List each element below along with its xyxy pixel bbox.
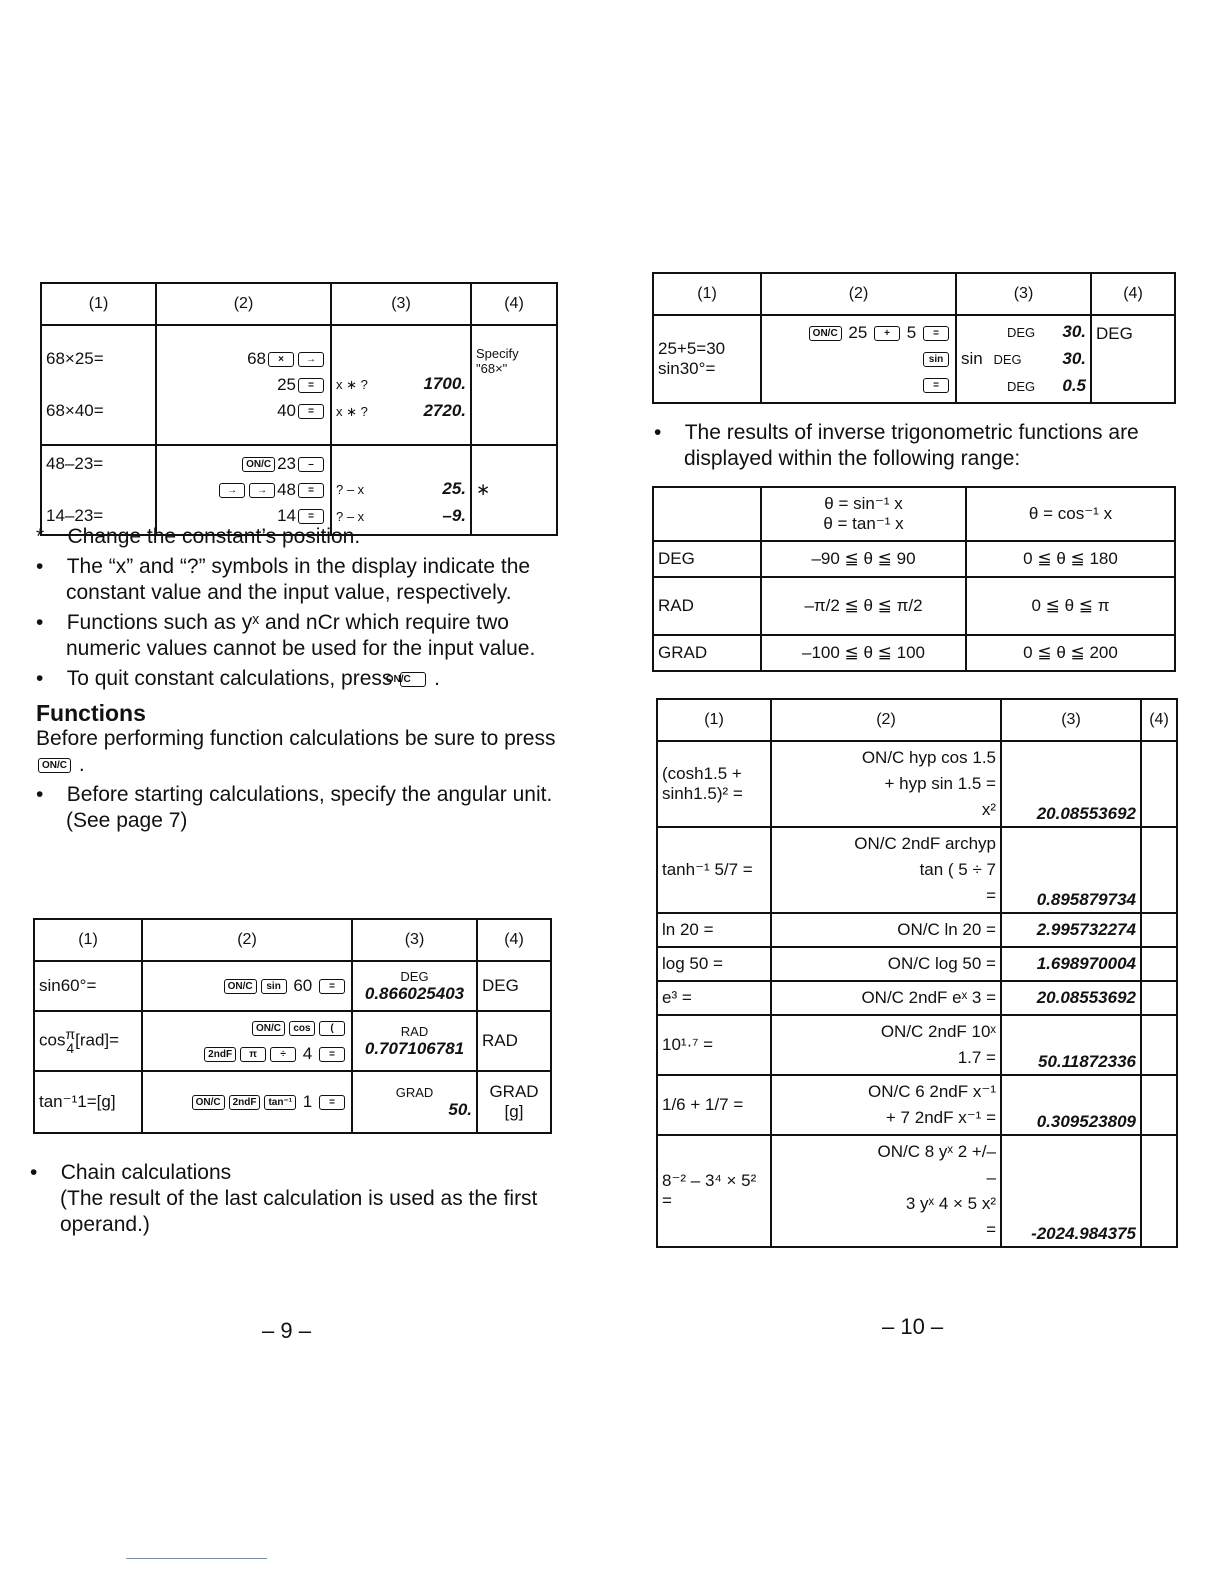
- expr-14-23: 14–23=: [46, 506, 104, 525]
- chain-text: (The result of the last calculation is used as the first operand.): [60, 1187, 538, 1236]
- expr-sum: 25+5=30: [658, 339, 726, 358]
- display-symbol: ? – x: [336, 482, 365, 497]
- header-4: (4): [1141, 699, 1177, 741]
- header-2: (2): [771, 699, 1001, 741]
- onc-key: ON/C: [400, 672, 426, 687]
- result-cell: [1001, 1135, 1141, 1247]
- pi-key: π: [240, 1047, 266, 1062]
- header-4: (4): [477, 919, 551, 961]
- expression-cell: tanh⁻¹ 5/7 =: [657, 827, 771, 913]
- note-bullet: • Before starting calculations, specify the angular unit. (See page 7): [36, 783, 553, 832]
- cos-key: cos: [289, 1021, 315, 1036]
- equals-key: =: [923, 378, 949, 393]
- expression-cell: tan⁻¹1=[g]: [34, 1071, 142, 1133]
- expression-cell: [41, 445, 156, 535]
- onc-key: ON/C: [252, 1021, 285, 1036]
- num-68: 68: [247, 349, 266, 368]
- header-3: (3): [352, 919, 477, 961]
- cos-text: cos: [39, 1030, 66, 1050]
- unit-label: DEG: [400, 968, 429, 984]
- header-2: (2): [156, 283, 331, 325]
- expr-68x25: 68×25=: [46, 349, 104, 368]
- rad-text: [rad]=: [75, 1030, 120, 1050]
- note-text: The “x” and “?” symbols in the display indicate the constant value and the input value, respectively.: [66, 555, 531, 604]
- result: 50.11872336: [1037, 1052, 1136, 1071]
- result: 30.: [1062, 348, 1086, 368]
- onc-key: ON/C: [192, 1095, 225, 1110]
- num-48: 48: [277, 480, 296, 499]
- result: 0.309523809: [1036, 1112, 1136, 1131]
- result: 25.: [442, 479, 466, 498]
- unit-grad: GRAD: [653, 635, 761, 671]
- num-5: 5: [906, 323, 917, 342]
- expression-cell: (cosh1.5 + sinh1.5)² =: [657, 741, 771, 827]
- empty-cell: [653, 487, 761, 541]
- chain-note: [30, 1160, 560, 1238]
- key-sequence: 1.7 =: [957, 1048, 996, 1067]
- display-cell: [331, 325, 471, 445]
- result: 1.698970004: [1036, 954, 1136, 973]
- result: –9.: [442, 506, 466, 525]
- note-bullet: • Functions such as yˣ and nCr which require two numeric values cannot be used for the input value.: [36, 611, 536, 660]
- key-sequence: ON/C 6 2ndF x⁻¹: [867, 1082, 996, 1101]
- keys-cell: [771, 1015, 1001, 1075]
- intro-text: Before performing function calculations be sure to press: [36, 727, 556, 750]
- key-sequence: ON/C 2ndF eˣ 3 =: [771, 981, 1001, 1015]
- note-bullet: • The “x” and “?” symbols in the display indicate the constant value and the input value, respectively.: [36, 555, 531, 604]
- result-cell: [1001, 913, 1141, 947]
- keys-cell: [142, 1071, 352, 1133]
- key-sequence: ON/C hyp cos 1.5: [861, 748, 996, 767]
- header-1: (1): [657, 699, 771, 741]
- range-value: 0 ≦ θ ≦ 180: [966, 541, 1175, 577]
- 2ndf-key: 2ndF: [229, 1095, 261, 1110]
- equals-key: =: [298, 378, 324, 393]
- key-sequence: ON/C 2ndF archyp: [854, 834, 996, 853]
- functions-table: [656, 698, 1178, 1248]
- mode-sub: [g]: [504, 1102, 524, 1121]
- cos-header: θ = cos⁻¹ x: [966, 487, 1175, 541]
- display-symbol: x ∗ ?: [336, 377, 368, 392]
- expression-cell: 1/6 + 1/7 =: [657, 1075, 771, 1135]
- result: 20.08553692: [1036, 988, 1136, 1007]
- keys-cell: [156, 325, 331, 445]
- range-value: 0 ≦ θ ≦ π: [966, 577, 1175, 635]
- result: 0.707106781: [364, 1038, 465, 1058]
- times-key: ×: [268, 352, 294, 367]
- key-sequence: x²: [981, 800, 996, 819]
- page-number-right: – 10 –: [882, 1314, 944, 1339]
- result: 2720.: [423, 401, 466, 420]
- result-cell: [1001, 947, 1141, 981]
- num-1: 1: [302, 1092, 313, 1111]
- arrow-key: →: [249, 483, 275, 498]
- note-text: Functions such as yˣ and nCr which require two numeric values cannot be used for the input value.: [66, 611, 536, 660]
- display-cell: [331, 445, 471, 535]
- num-40: 40: [277, 401, 296, 420]
- functions-intro: Before performing function calculations be sure to press ON/C .: [36, 727, 556, 776]
- result: 0.895879734: [1036, 890, 1136, 909]
- mode-cell: RAD: [477, 1011, 551, 1071]
- unit-label: RAD: [400, 1023, 429, 1039]
- empty-cell: [1141, 981, 1177, 1015]
- numerator: π: [65, 1026, 76, 1042]
- unit-label: GRAD: [395, 1084, 434, 1100]
- result: 50.: [448, 1099, 472, 1119]
- display-cell: [352, 1071, 477, 1133]
- mode-label: GRAD: [489, 1082, 539, 1101]
- note-cell: ∗: [471, 445, 557, 535]
- result: 30.: [1062, 321, 1086, 341]
- divide-key: ÷: [270, 1047, 296, 1062]
- fraction: [65, 1027, 75, 1055]
- keys-cell: [156, 445, 331, 535]
- display-cell: [352, 1011, 477, 1071]
- keys-cell: [771, 1075, 1001, 1135]
- header-2: (2): [142, 919, 352, 961]
- note-text: Before starting calculations, specify the angular unit. (See page 7): [66, 783, 553, 832]
- equals-key: =: [298, 404, 324, 419]
- empty-cell: [1141, 1135, 1177, 1247]
- arrow-key: →: [219, 483, 245, 498]
- equals-key: =: [923, 326, 949, 341]
- key-sequence: + 7 2ndF x⁻¹ =: [885, 1108, 996, 1127]
- num-4: 4: [302, 1044, 313, 1063]
- mode-cell: DEG: [477, 961, 551, 1011]
- minus-key: –: [298, 457, 324, 472]
- mode-cell: DEG: [1091, 315, 1175, 403]
- paren-key: (: [319, 1021, 345, 1036]
- result: 0.866025403: [364, 983, 465, 1003]
- keys-cell: [142, 961, 352, 1011]
- plus-key: +: [874, 326, 900, 341]
- empty-cell: [1141, 947, 1177, 981]
- result-cell: [1001, 1015, 1141, 1075]
- page-number-left: – 9 –: [262, 1318, 311, 1343]
- display-symbol: x ∗ ?: [336, 404, 368, 419]
- expression-cell: sin60°=: [34, 961, 142, 1011]
- expression-cell: 10¹·⁷ =: [657, 1015, 771, 1075]
- expression-cell: e³ =: [657, 981, 771, 1015]
- unit-label: DEG: [1007, 324, 1036, 340]
- equals-key: =: [319, 1047, 345, 1062]
- equals-key: =: [298, 483, 324, 498]
- empty-cell: [1141, 827, 1177, 913]
- note-cell: Specify "68×": [471, 325, 557, 445]
- result: 2.995732274: [1036, 920, 1136, 939]
- result: 0.5: [1062, 375, 1086, 395]
- keys-cell: [771, 1135, 1001, 1247]
- note-bullet: • To quit constant calculations, press ON/C .: [36, 667, 440, 690]
- header-1: (1): [653, 273, 761, 315]
- expression-cell: 8⁻² – 3⁴ × 5² =: [657, 1135, 771, 1247]
- range-value: –π/2 ≦ θ ≦ π/2: [761, 577, 966, 635]
- note-text: To quit constant calculations, press: [66, 667, 393, 690]
- header-4: (4): [1091, 273, 1175, 315]
- result: 20.08553692: [1036, 804, 1136, 823]
- sin-header: θ = sin⁻¹ x: [824, 494, 903, 513]
- expr-68x40: 68×40=: [46, 401, 104, 420]
- spacer: [46, 372, 151, 398]
- mode-cell: [477, 1071, 551, 1133]
- result-cell: [1001, 1075, 1141, 1135]
- equals-key: =: [298, 509, 324, 524]
- header-1: (1): [34, 919, 142, 961]
- key-sequence: –: [986, 1168, 996, 1187]
- denominator: 4: [66, 1040, 75, 1056]
- key-sequence: tan ( 5 ÷ 7: [919, 860, 996, 879]
- chain-bullet: • Chain calculations: [30, 1161, 232, 1184]
- tan-header: θ = tan⁻¹ x: [823, 514, 904, 533]
- unit-deg: DEG: [653, 541, 761, 577]
- key-sequence: =: [986, 1220, 996, 1239]
- key-sequence: 3 yˣ 4 × 5 x²: [905, 1194, 996, 1213]
- keys-cell: [771, 827, 1001, 913]
- result-cell: [1001, 741, 1141, 827]
- key-sequence: + hyp sin 1.5 =: [884, 774, 996, 793]
- expr-sin: sin30°=: [658, 359, 716, 378]
- key-sequence: ON/C ln 20 =: [771, 913, 1001, 947]
- empty-cell: [1141, 741, 1177, 827]
- num-23: 23: [277, 454, 296, 473]
- header-3: (3): [331, 283, 471, 325]
- note-bullet: • The results of inverse trigonometric functions are displayed within the following range:: [654, 421, 1139, 470]
- functions-heading: Functions: [36, 700, 146, 726]
- header-3: (3): [1001, 699, 1141, 741]
- key-sequence: ON/C 2ndF 10ˣ: [880, 1022, 996, 1041]
- keys-cell: [771, 741, 1001, 827]
- equals-key: =: [319, 1095, 345, 1110]
- sin-key: sin: [923, 352, 949, 367]
- equals-key: =: [319, 979, 345, 994]
- onc-key: ON/C: [224, 979, 257, 994]
- 2ndf-key: 2ndF: [204, 1047, 236, 1062]
- chain-table: [652, 272, 1176, 404]
- range-value: 0 ≦ θ ≦ 200: [966, 635, 1175, 671]
- notes-block: [36, 524, 558, 838]
- onc-key: ON/C: [242, 457, 275, 472]
- empty-cell: [1141, 1015, 1177, 1075]
- display-cell: [956, 315, 1091, 403]
- range-value: –100 ≦ θ ≦ 100: [761, 635, 966, 671]
- expression-cell: [653, 315, 761, 403]
- result: -2024.984375: [1031, 1224, 1136, 1243]
- expression-cell: log 50 =: [657, 947, 771, 981]
- empty-cell: [1141, 1075, 1177, 1135]
- num-25: 25: [277, 375, 296, 394]
- onc-key: ON/C: [809, 326, 842, 341]
- trig-table: [33, 918, 552, 1134]
- onc-key: ON/C: [38, 758, 71, 773]
- arrow-key: →: [298, 352, 324, 367]
- header-1: (1): [41, 283, 156, 325]
- keys-cell: [761, 315, 956, 403]
- sin-key: sin: [261, 979, 287, 994]
- key-sequence: =: [986, 886, 996, 905]
- result: 1700.: [423, 374, 466, 393]
- range-table: [652, 486, 1176, 672]
- num-25: 25: [848, 323, 868, 342]
- num-60: 60: [293, 976, 313, 995]
- key-sequence: ON/C 8 yˣ 2 +/–: [877, 1142, 996, 1161]
- sin-tan-header: [761, 487, 966, 541]
- unit-label: DEG: [1007, 378, 1036, 394]
- expr-48-23: 48–23=: [46, 454, 104, 473]
- header-4: (4): [471, 283, 557, 325]
- num-14: 14: [277, 506, 296, 525]
- expression-cell: ln 20 =: [657, 913, 771, 947]
- header-2: (2): [761, 273, 956, 315]
- range-value: –90 ≦ θ ≦ 90: [761, 541, 966, 577]
- empty-cell: [1141, 913, 1177, 947]
- keys-cell: [142, 1011, 352, 1071]
- display-symbol: ? – x: [336, 509, 365, 524]
- result-cell: [1001, 981, 1141, 1015]
- expression-cell: [41, 325, 156, 445]
- key-sequence: ON/C log 50 =: [771, 947, 1001, 981]
- unit-rad: RAD: [653, 577, 761, 635]
- header-3: (3): [956, 273, 1091, 315]
- result-cell: [1001, 827, 1141, 913]
- sin-label: sin: [961, 348, 983, 368]
- unit-label: DEG: [993, 351, 1022, 367]
- note-text: The results of inverse trigonometric functions are displayed within the following range:: [684, 421, 1139, 470]
- expression-cell: [34, 1011, 142, 1071]
- display-cell: [352, 961, 477, 1011]
- note-text: Change the constant’s position.: [67, 525, 361, 548]
- footer-rule: [126, 1558, 267, 1559]
- chain-title: Chain calculations: [60, 1161, 232, 1184]
- inverse-note: [654, 420, 1178, 476]
- atan-key: tan⁻¹: [264, 1095, 296, 1110]
- note-asterisk: * Change the constant’s position.: [36, 525, 361, 548]
- constant-table: [40, 282, 558, 536]
